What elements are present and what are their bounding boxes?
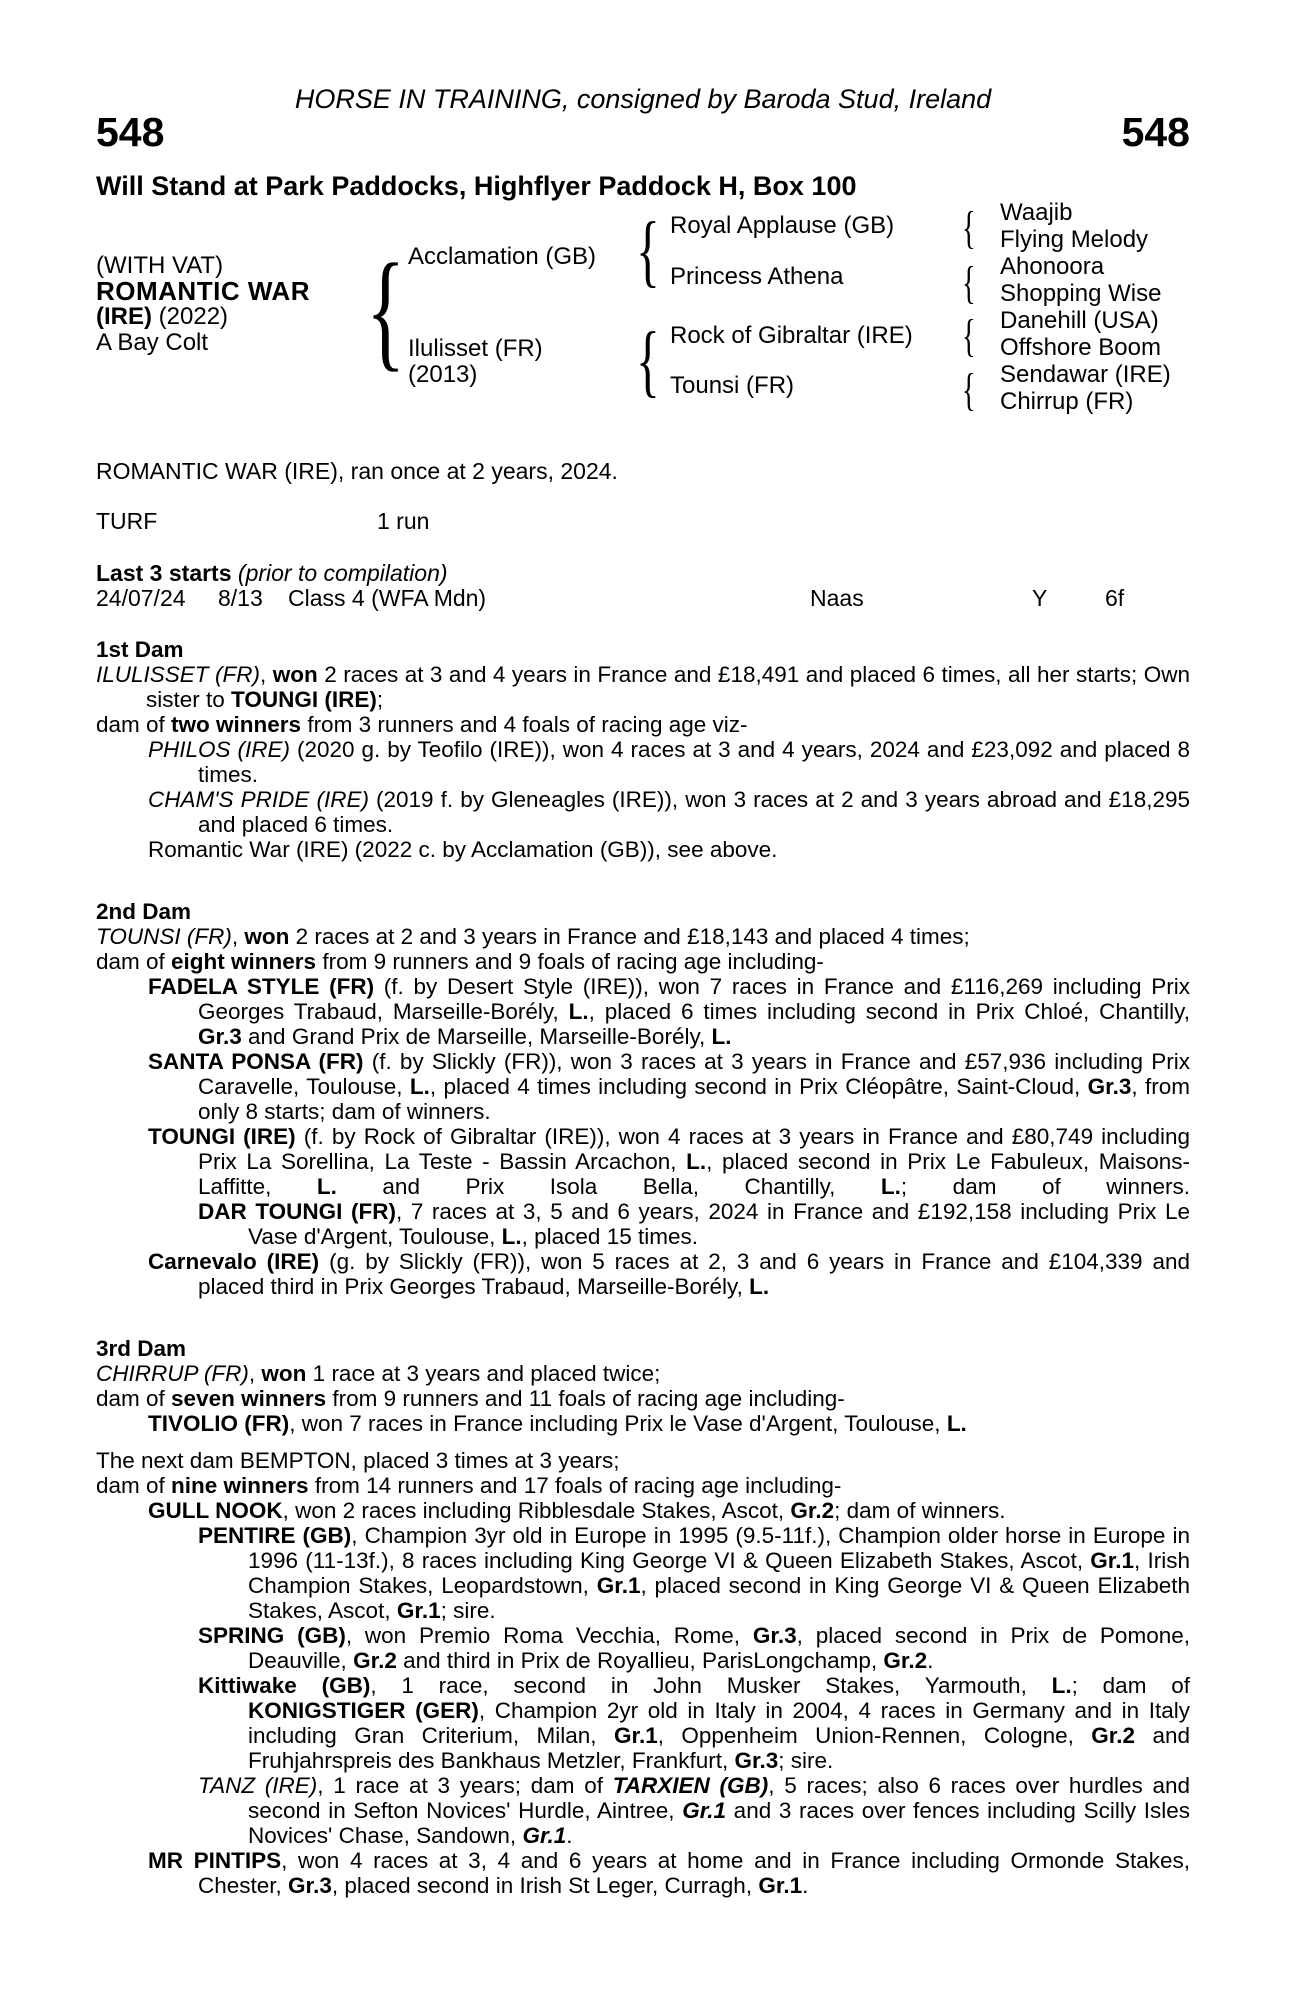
last-starts-row xyxy=(96,560,448,586)
lot-number-left: 548 xyxy=(96,109,165,155)
page-title: HORSE IN TRAINING, consigned by Baroda Stud, Ireland xyxy=(294,84,992,114)
pedigree-text-paragraph: PHILOS (IRE) (2020 g. by Teofilo (IRE)), won 4 races at 3 and 4 years, 2024 and £23,092 and placed 8 times. xyxy=(148,737,1190,787)
runs-count: 1 run xyxy=(377,508,430,534)
dam-section-header: 3rd Dam xyxy=(96,1336,187,1361)
sire-name: Acclamation (GB) xyxy=(408,243,597,270)
pedigree-brace-gen3-1: { xyxy=(962,202,976,253)
race-start-row xyxy=(0,585,1315,611)
start-position: 8/13 xyxy=(218,585,263,611)
pedigree-text-paragraph: The next dam BEMPTON, placed 3 times at 3 years; xyxy=(96,1448,620,1473)
ancestor-name: Princess Athena xyxy=(670,263,844,290)
start-distance: 6f xyxy=(1105,585,1125,611)
pedigree-brace-gen3-2: { xyxy=(962,257,976,308)
ancestor-name: Waajib xyxy=(1000,199,1073,226)
ancestor-name: Danehill (USA) xyxy=(1000,307,1159,334)
dam-section xyxy=(96,899,1190,1299)
pedigree-text-paragraph: Kittiwake (GB), 1 race, second in John Musker Stakes, Yarmouth, L.; dam of xyxy=(198,1673,1190,1698)
dam-sections xyxy=(96,637,1190,1898)
horse-year: (2022) xyxy=(158,303,229,330)
last-starts-label: Last 3 starts xyxy=(96,560,232,586)
dam-section xyxy=(96,637,1190,862)
pedigree-text-paragraph: DAR TOUNGI (FR), 7 races at 3, 5 and 6 years, 2024 in France and £192,158 including Prix Le Vase d'Argent, Toulouse, L., placed 15 times. xyxy=(198,1199,1190,1249)
gen3-column xyxy=(1000,199,1171,415)
surface-label: TURF xyxy=(96,508,158,534)
pedigree-text-paragraph: GULL NOOK, won 2 races including Ribblesdale Stakes, Ascot, Gr.2; dam of winners. xyxy=(148,1498,1006,1523)
pedigree-text-paragraph: CHIRRUP (FR), won 1 race at 3 years and placed twice; xyxy=(96,1361,661,1386)
race-summary: ROMANTIC WAR (IRE), ran once at 2 years, 2024. xyxy=(96,458,618,484)
pedigree-text-paragraph: MR PINTIPS, won 4 races at 3, 4 and 6 years at home and in France including Ormonde Stakes, Chester, Gr.3, placed second in Irish St Leger, Curragh, Gr.1. xyxy=(148,1848,1190,1898)
dam-section-header: 1st Dam xyxy=(96,637,184,662)
start-course: Naas xyxy=(810,585,864,611)
pedigree-text-paragraph: Romantic War (IRE) (2022 c. by Acclamation (GB)), see above. xyxy=(148,837,778,862)
pedigree-brace-dam: { xyxy=(636,317,660,405)
pedigree-text-paragraph: KONIGSTIGER (GER), Champion 2yr old in Italy in 2004, 4 races in Germany and in Italy including Gran Criterium, Milan, Gr.1, Oppenheim Union-Rennen, Cologne, Gr.2 and Fruhjahrspreis des Bankhaus Metzler, Frankfurt, Gr.3; sire. xyxy=(248,1698,1190,1773)
ancestor-name: Sendawar (IRE) xyxy=(1000,361,1171,388)
horse-name: ROMANTIC WAR xyxy=(96,275,310,306)
horse-year-line xyxy=(96,304,396,330)
dam-year: (2013) xyxy=(408,360,478,388)
start-race-class: Class 4 (WFA Mdn) xyxy=(288,585,487,611)
pedigree-text-paragraph: TOUNSI (FR), won 2 races at 2 and 3 years in France and £18,143 and placed 4 times; xyxy=(96,924,970,949)
surface-row xyxy=(96,508,1190,534)
ancestor-name: Flying Melody xyxy=(1000,226,1149,253)
pedigree-brace-sire: { xyxy=(636,207,660,295)
stand-location-line: Will Stand at Park Paddocks, Highflyer Paddock H, Box 100 xyxy=(96,171,857,201)
last-starts-note: (prior to compilation) xyxy=(231,560,448,586)
horse-country: (IRE) xyxy=(96,303,152,330)
vat-note: (WITH VAT) xyxy=(96,252,224,279)
dam-section-header: 2nd Dam xyxy=(96,899,192,924)
dam-block xyxy=(408,336,543,387)
ancestor-name: Tounsi (FR) xyxy=(670,372,795,399)
pedigree-text-paragraph: CHAM'S PRIDE (IRE) (2019 f. by Gleneagles (IRE)), won 3 races at 2 and 3 years abroad and £18,295 and placed 6 times. xyxy=(148,787,1190,837)
pedigree-text-paragraph: dam of nine winners from 14 runners and 17 foals of racing age including- xyxy=(96,1473,842,1498)
pedigree-text-paragraph: dam of two winners from 3 runners and 4 foals of racing age viz- xyxy=(96,712,748,737)
subject-block xyxy=(96,253,396,355)
pedigree-text-paragraph: TOUNGI (IRE) (f. by Rock of Gibraltar (IRE)), won 4 races at 3 years in France and £80,749 including Prix La Sorellina, La Teste - Bassin Arcachon, L., placed second in Prix Le Fabuleux, Maisons-Laffitte, L. and Prix Isola Bella, Chantilly, L.; dam of winners. xyxy=(148,1124,1191,1199)
pedigree-text-paragraph: Carnevalo (IRE) (g. by Slickly (FR)), won 5 races at 2, 3 and 6 years in France and £104,339 and placed third in Prix Georges Trabaud, Marseille-Borély, L. xyxy=(148,1249,1190,1299)
start-date: 24/07/24 xyxy=(96,585,186,611)
ancestor-name: Rock of Gibraltar (IRE) xyxy=(670,322,913,349)
pedigree-text-paragraph: TIVOLIO (FR), won 7 races in France including Prix le Vase d'Argent, Toulouse, L. xyxy=(148,1411,967,1436)
start-going: Y xyxy=(1032,585,1048,611)
dam-section xyxy=(96,1448,1190,1898)
ancestor-name: Offshore Boom xyxy=(1000,334,1161,361)
pedigree-text-paragraph: SANTA PONSA (FR) (f. by Slickly (FR)), won 3 races at 3 years in France and £57,936 including Prix Caravelle, Toulouse, L., placed 4 times including second in Prix Cléopâtre, Saint-Cloud, Gr.3, from only 8 starts; dam of winners. xyxy=(148,1049,1190,1124)
lot-number-right: 548 xyxy=(1121,109,1190,155)
ancestor-name: Shopping Wise xyxy=(1000,280,1162,307)
pedigree-text-paragraph: dam of eight winners from 9 runners and 9 foals of racing age including- xyxy=(96,949,824,974)
ancestor-name: Ahonoora xyxy=(1000,253,1105,280)
pedigree-text-paragraph: dam of seven winners from 9 runners and 11 foals of racing age including- xyxy=(96,1386,845,1411)
pedigree-text-paragraph: FADELA STYLE (FR) (f. by Desert Style (IRE)), won 7 races in France and £116,269 including Prix Georges Trabaud, Marseille-Borély, L., placed 6 times including second in Prix Chloé, Chantilly, Gr.3 and Grand Prix de Marseille, Marseille-Borély, L. xyxy=(148,974,1191,1049)
pedigree-brace-gen1: { xyxy=(366,236,406,383)
pedigree-brace-gen3-3: { xyxy=(962,310,976,361)
pedigree-brace-gen3-4: { xyxy=(962,364,976,415)
pedigree-text-paragraph: TANZ (IRE), 1 race at 3 years; dam of TARXIEN (GB), 5 races; also 6 races over hurdles and second in Sefton Novices' Hurdle, Aintree, Gr.1 and 3 races over fences including Scilly Isles Novices' Chase, Sandown, Gr.1. xyxy=(198,1773,1190,1848)
pedigree-text-paragraph: SPRING (GB), won Premio Roma Vecchia, Rome, Gr.3, placed second in Prix de Pomone, Deauville, Gr.2 and third in Prix de Royallieu, ParisLongchamp, Gr.2. xyxy=(198,1623,1190,1673)
pedigree-text-paragraph: PENTIRE (GB), Champion 3yr old in Europe in 1995 (9.5-11f.), Champion older horse in Europe in 1996 (11-13f.), 8 races including King George VI & Queen Elizabeth Stakes, Ascot, Gr.1, Irish Champion Stakes, Leopardstown, Gr.1, placed second in King George VI & Queen Elizabeth Stakes, Ascot, Gr.1; sire. xyxy=(198,1523,1191,1623)
ancestor-name: Chirrup (FR) xyxy=(1000,388,1134,415)
dam-section xyxy=(96,1336,1190,1436)
horse-description: A Bay Colt xyxy=(96,328,209,356)
dam-name: Ilulisset (FR) xyxy=(408,335,543,362)
ancestor-name: Royal Applause (GB) xyxy=(670,212,895,239)
pedigree-text-paragraph: ILULISSET (FR), won 2 races at 3 and 4 years in France and £18,491 and placed 6 times, all her starts; Own sister to TOUNGI (IRE); xyxy=(96,662,1190,712)
